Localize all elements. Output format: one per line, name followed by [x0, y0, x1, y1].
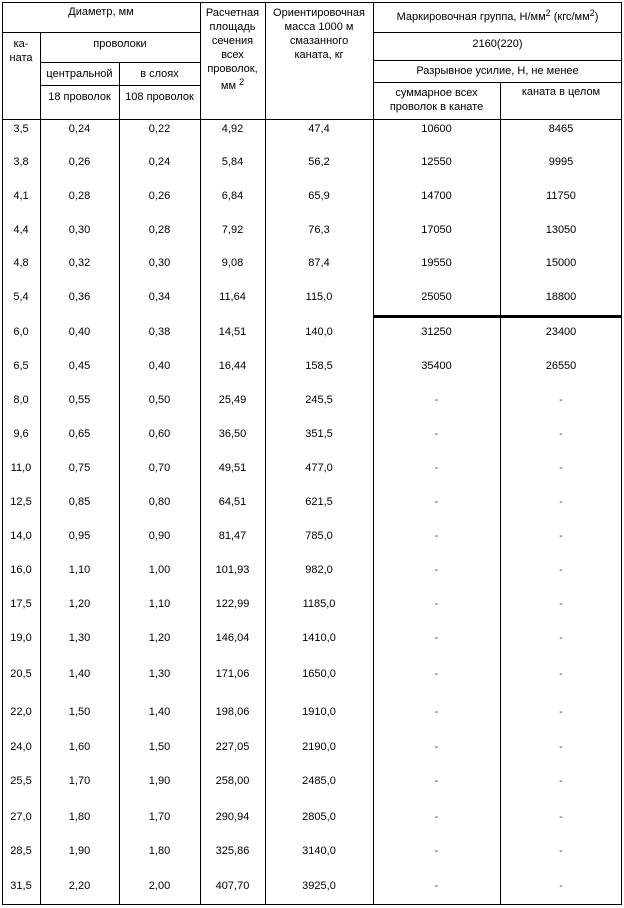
header-sum-wires: [373, 86, 500, 114]
table-cell: 6,5: [13, 360, 29, 372]
table-cell: 0,80: [148, 496, 171, 508]
table-cell: 11,64: [219, 291, 246, 303]
table-cell: 122,99: [215, 598, 250, 610]
header-area-unit-text: мм: [220, 80, 237, 92]
table-cell: 0,50: [148, 394, 171, 406]
table-cell: 0,95: [68, 530, 91, 542]
table-cell: 227,05: [215, 741, 250, 753]
table-cell: 11750: [546, 190, 576, 202]
table-cell: 0,60: [148, 428, 171, 440]
table-cell: 16,0: [10, 564, 32, 576]
border-top: [2, 2, 622, 3]
col-divider-4: [265, 2, 266, 905]
table-cell: 15000: [545, 257, 577, 269]
table-cell: 8465: [548, 123, 574, 135]
table-cell: 20,5: [10, 668, 32, 680]
table-cell: 2190,0: [302, 741, 336, 753]
header-central-count: 18 проволок: [48, 91, 111, 103]
table-cell: 0,30: [68, 224, 91, 236]
table-cell: 81,47: [218, 530, 247, 542]
table-cell: 407,70: [215, 880, 250, 892]
header-area-sup: 2: [239, 77, 245, 87]
header-mass-line: смазанного: [289, 35, 349, 47]
header-line-breaking: [373, 82, 622, 83]
header-rope-line1: ка-: [13, 38, 29, 50]
table-cell: -: [434, 880, 439, 892]
table-cell: 87,4: [308, 257, 330, 269]
table-cell: 19,0: [10, 632, 32, 644]
table-cell: 0,26: [68, 156, 91, 168]
table-cell: 1,20: [148, 632, 171, 644]
table-cell: 9,6: [13, 428, 29, 440]
table-cell: 4,8: [13, 257, 29, 269]
table-cell: 6,84: [221, 190, 244, 202]
table-cell: 0,38: [148, 326, 171, 338]
table-cell: 25050: [421, 291, 452, 303]
table-cell: 14700: [421, 190, 452, 202]
table-cell: 0,28: [148, 224, 171, 236]
table-cell: -: [559, 394, 563, 406]
table-cell: -: [559, 564, 563, 576]
table-cell: 3,8: [13, 156, 29, 168]
table-cell: 3925,0: [302, 880, 336, 892]
table-cell: -: [434, 496, 439, 508]
table-cell: -: [559, 668, 563, 680]
table-cell: 64,51: [218, 496, 247, 508]
table-cell: 0,75: [68, 462, 91, 474]
table-cell: 3140,0: [302, 845, 336, 857]
table-cell: 17,5: [10, 598, 32, 610]
table-cell: 1,90: [148, 775, 171, 787]
header-grade-label: Маркировочная группа, Н/мм: [396, 11, 546, 23]
table-cell: 1,60: [68, 741, 91, 753]
header-line-wires: [40, 62, 201, 63]
header-wires: проволоки: [93, 38, 147, 50]
table-cell: -: [559, 428, 563, 440]
header-layers-count: 108 проволок: [125, 91, 194, 103]
thick-separator: [373, 315, 622, 318]
table-cell: 8,0: [13, 394, 29, 406]
header-grade-sup: 2: [589, 8, 595, 18]
table-cell: 31250: [421, 326, 452, 338]
table-cell: 1,50: [148, 741, 171, 753]
table-cell: 0,40: [148, 360, 171, 372]
table-cell: 1,40: [148, 706, 171, 718]
table-cell: -: [434, 811, 439, 823]
table-cell: -: [434, 462, 439, 474]
table-cell: 14,0: [10, 530, 32, 542]
table-cell: 0,32: [68, 257, 91, 269]
table-cell: 171,06: [215, 668, 250, 680]
table-cell: -: [434, 564, 439, 576]
table-cell: 0,26: [148, 190, 171, 202]
table-cell: -: [434, 530, 439, 542]
table-cell: 16,44: [218, 360, 247, 372]
table-cell: -: [434, 394, 439, 406]
table-cell: 198,06: [215, 706, 250, 718]
table-cell: 25,5: [10, 775, 32, 787]
table-cell: 1410,0: [302, 632, 336, 644]
table-cell: -: [434, 706, 439, 718]
header-grade: [373, 8, 622, 24]
table-cell: 1,70: [148, 811, 171, 823]
table-cell: 26550: [545, 360, 577, 372]
table-cell: 1,80: [148, 845, 171, 857]
header-line-grade-value: [373, 60, 622, 61]
col-divider-3: [200, 2, 201, 905]
header-grade-mid: (кгс/мм: [550, 11, 590, 23]
table-cell: 0,30: [148, 257, 171, 269]
header-area-line: сечения: [211, 35, 254, 47]
table-cell: 1650,0: [302, 668, 336, 680]
table-cell: 3,5: [13, 123, 29, 135]
header-grade-value: 2160(220): [472, 38, 523, 50]
table-cell: 9,08: [221, 257, 244, 269]
table-cell: 11,0: [10, 462, 32, 474]
table-cell: 28,5: [10, 845, 32, 857]
header-area: [200, 6, 265, 93]
table-cell: -: [434, 741, 439, 753]
table-cell: 115,0: [305, 291, 333, 303]
table-cell: 0,65: [68, 428, 91, 440]
border-right: [621, 2, 622, 905]
header-line-counts: [40, 85, 201, 86]
table-cell: 7,92: [221, 224, 244, 236]
table-cell: -: [434, 598, 439, 610]
table-cell: 47,4: [308, 123, 330, 135]
header-line-grade: [373, 32, 622, 33]
table-cell: 101,93: [215, 564, 250, 576]
rope-spec-table: [2, 2, 622, 905]
table-cell: 785,0: [305, 530, 333, 542]
table-cell: 0,90: [148, 530, 171, 542]
table-cell: 0,22: [148, 123, 171, 135]
table-cell: 4,4: [13, 224, 29, 236]
table-cell: 5,4: [13, 291, 29, 303]
table-cell: 2485,0: [302, 775, 336, 787]
table-cell: -: [559, 462, 563, 474]
table-cell: 2805,0: [302, 811, 336, 823]
table-cell: 36,50: [218, 428, 247, 440]
table-cell: 65,9: [308, 190, 330, 202]
table-cell: 4,1: [13, 190, 29, 202]
header-mass-line: каната, кг: [294, 49, 344, 61]
table-cell: -: [559, 598, 563, 610]
table-cell: 22,0: [10, 706, 32, 718]
table-cell: 31,5: [10, 880, 32, 892]
table-cell: 0,28: [68, 190, 91, 202]
table-cell: 0,24: [68, 123, 91, 135]
table-cell: 290,94: [215, 811, 250, 823]
table-cell: 4,92: [221, 123, 244, 135]
table-cell: 1,80: [68, 811, 91, 823]
table-cell: 0,85: [68, 496, 91, 508]
header-bottom: [2, 119, 622, 120]
table-cell: -: [434, 775, 439, 787]
table-cell: 258,00: [215, 775, 250, 787]
table-cell: 10600: [421, 123, 452, 135]
table-cell: 325,86: [215, 845, 250, 857]
table-cell: 76,3: [308, 224, 330, 236]
table-cell: 1,50: [68, 706, 91, 718]
table-cell: 1,10: [148, 598, 171, 610]
header-in-layers: в слоях: [140, 68, 179, 80]
header-area-line: площадь: [209, 21, 256, 33]
table-cell: 140,0: [305, 326, 333, 338]
table-cell: -: [559, 496, 563, 508]
header-line-diameter: [2, 32, 201, 33]
header-rope-whole: каната в целом: [521, 86, 601, 98]
header-central: центральной: [46, 68, 113, 80]
table-cell: 1,00: [148, 564, 171, 576]
table-cell: 158,5: [305, 360, 333, 372]
table-cell: 25,49: [218, 394, 247, 406]
table-cell: 982,0: [305, 564, 333, 576]
table-cell: 1910,0: [302, 706, 336, 718]
table-cell: 13050: [545, 224, 577, 236]
table-cell: 19550: [421, 257, 452, 269]
table-cell: 14,51: [218, 326, 247, 338]
table-cell: 23400: [545, 326, 577, 338]
header-grade-sup: 2: [545, 8, 551, 18]
table-cell: 49,51: [218, 462, 247, 474]
table-cell: 0,45: [68, 360, 91, 372]
table-cell: 245,5: [305, 394, 333, 406]
table-cell: -: [434, 632, 439, 644]
header-diameter: Диаметр, мм: [68, 6, 134, 18]
table-cell: 2,00: [148, 880, 171, 892]
border-bottom: [2, 904, 622, 905]
header-mass-line: Ориентировочная: [273, 7, 365, 19]
table-cell: -: [559, 880, 563, 892]
table-cell: 1,40: [68, 668, 91, 680]
table-cell: 1,20: [68, 598, 91, 610]
header-breaking-force: Разрывное усилие, Н, не менее: [416, 65, 579, 77]
table-cell: 0,34: [148, 291, 171, 303]
table-cell: 27,0: [10, 811, 32, 823]
table-cell: 621,5: [305, 496, 333, 508]
header-rope-line2: ната: [9, 52, 33, 64]
table-cell: 18800: [545, 291, 577, 303]
table-cell: 0,40: [68, 326, 91, 338]
table-cell: 0,70: [148, 462, 171, 474]
table-cell: 12550: [421, 156, 452, 168]
table-cell: 1185,0: [302, 598, 336, 610]
table-cell: 0,24: [148, 156, 171, 168]
table-cell: 0,55: [68, 394, 91, 406]
table-cell: 5,84: [221, 156, 244, 168]
table-cell: -: [559, 845, 563, 857]
table-cell: 1,30: [68, 632, 91, 644]
header-sum-wires-line: суммарное всех: [395, 87, 478, 99]
table-cell: 17050: [421, 224, 452, 236]
table-cell: -: [559, 632, 563, 644]
table-cell: -: [434, 428, 439, 440]
table-cell: 1,10: [68, 564, 91, 576]
table-cell: 477,0: [305, 462, 333, 474]
col-divider-5: [373, 2, 374, 905]
header-area-line: проволок,: [207, 63, 258, 75]
header-area-line: всех: [221, 49, 244, 61]
header-area-line: Расчетная: [205, 7, 260, 19]
table-cell: -: [434, 845, 439, 857]
table-cell: -: [559, 530, 563, 542]
table-cell: -: [559, 811, 563, 823]
table-cell: 351,5: [305, 428, 333, 440]
table-cell: -: [559, 741, 563, 753]
table-cell: 56,2: [308, 156, 330, 168]
table-cell: 6,0: [13, 326, 29, 338]
border-left: [2, 2, 3, 905]
header-mass: [265, 6, 373, 62]
table-cell: -: [559, 775, 563, 787]
table-cell: 12,5: [10, 496, 32, 508]
table-cell: 1,70: [68, 775, 91, 787]
table-cell: 1,30: [148, 668, 171, 680]
header-sum-wires-line: проволок в канате: [389, 101, 484, 113]
header-grade-end: ): [594, 11, 599, 23]
table-cell: -: [559, 706, 563, 718]
table-cell: 146,04: [215, 632, 250, 644]
table-cell: -: [434, 668, 439, 680]
header-mass-line: масса 1000 м: [284, 21, 354, 33]
table-cell: 1,90: [68, 845, 91, 857]
table-cell: 2,20: [68, 880, 91, 892]
table-cell: 24,0: [10, 741, 32, 753]
table-cell: 35400: [421, 360, 452, 372]
table-cell: 9995: [548, 156, 574, 168]
header-area-unit: [200, 79, 265, 93]
table-cell: 0,36: [68, 291, 91, 303]
